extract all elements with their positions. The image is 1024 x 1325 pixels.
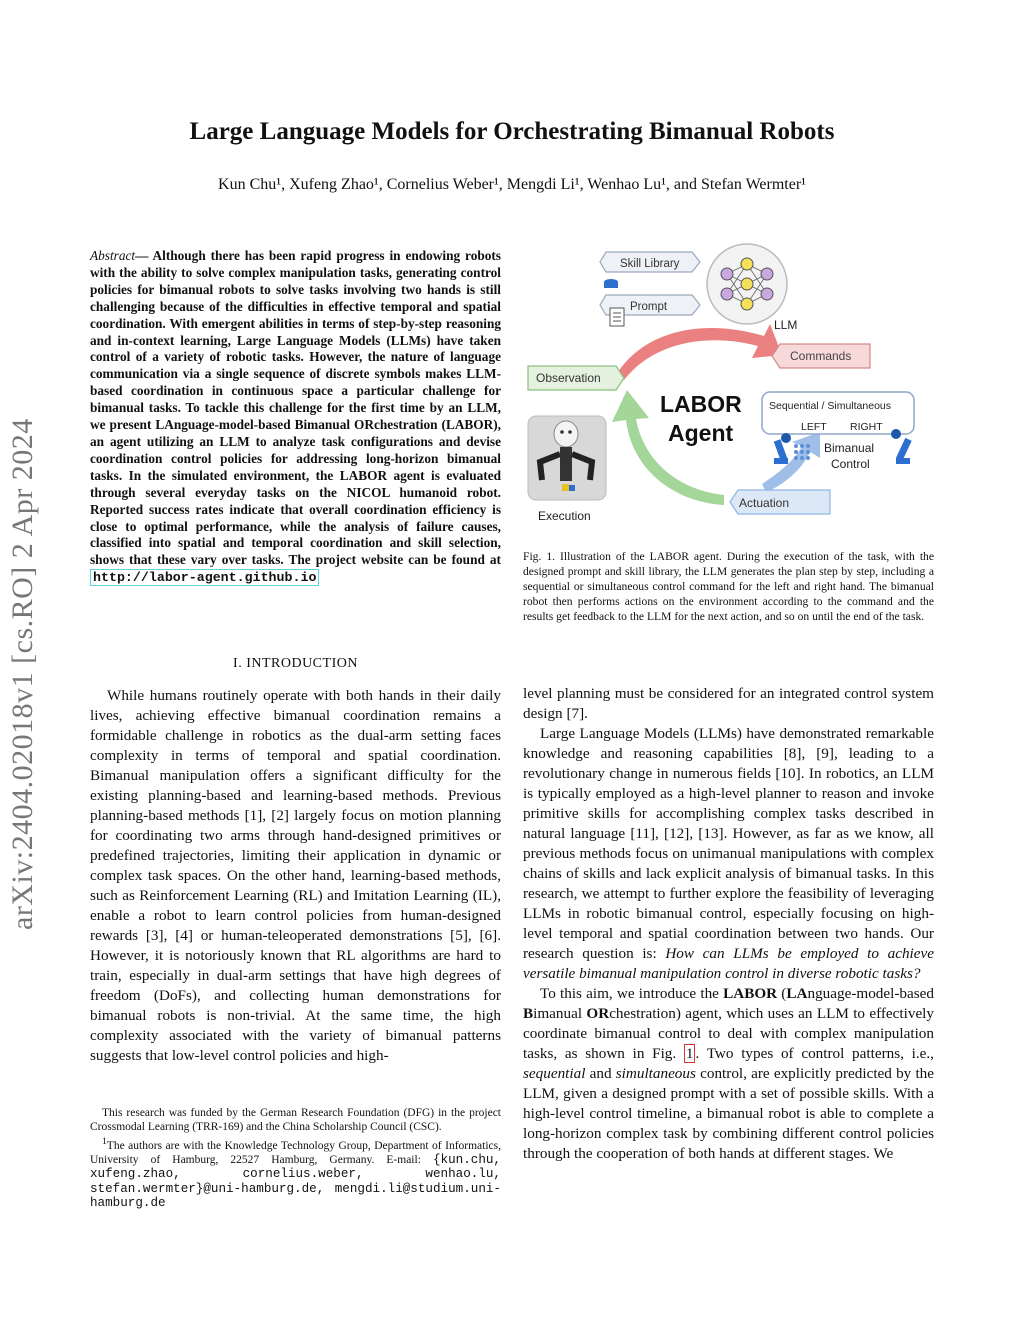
project-url-link[interactable]: http://labor-agent.github.io <box>90 569 319 586</box>
intro-paragraph-3: To this aim, we introduce the LABOR (LAnguage-model-based Bimanual ORchestration) agent, which uses an LLM to effectively coordinate bimanual control to deal with complex manipulation tasks, as shown in Fig. 1 . Two types of control patterns, i.e., sequential and simultaneous control, are explicitly predicted by the LLM, given a designed prompt with a set of possible skills. With a high-level control timeline, a bimanual robot is able to complete a long-horizon complex task by combining different control policies through the cooperation of both hands at different stages. We <box>523 985 935 1162</box>
right-label: RIGHT <box>850 421 883 433</box>
agent-title-line1: LABOR <box>660 391 742 417</box>
abstract-lead: Abstract <box>90 248 136 263</box>
red-arrow-icon <box>616 324 782 380</box>
observation-label: Observation <box>536 371 601 385</box>
author-emails: {kun.chu, xufeng.zhao, cornelius.weber, wenhao.lu, stefan.wermter}@uni-hamburg.de, mengdi.li@studium.uni-hamburg.de <box>90 1153 501 1211</box>
section-heading-introduction: I. INTRODUCTION <box>233 656 358 671</box>
abstract-text: — Although there has been rapid progress in endowing robots with the ability to solve complex manipulation tasks, generating control policies for bimanual robots to solve tasks involving two hands is still challenging because of the difficulties in effective temporal and spatial coordination. With emergent abilities in terms of step-by-step reasoning and in-context learning, Large Language Models (LLMs) have taken control of a variety of robotic tasks. However, the nature of language communication via a single sequence of discrete symbols makes LLM-based coordination in continuous space a particular challenge for bimanual tasks. To tackle this challenge for the first time by an LLM, we present LAnguage-model-based Bimanual ORchestration (LABOR), an agent utilizing an LLM to analyze task configurations and devise coordination control policies for addressing long-horizon bimanual tasks. In the simulated environment, the LABOR agent is evaluated through several everyday tasks on the NICOL humanoid robot. Reported success rates indicate that overall coordination efficiency is close to optimal performance, while the analysis of failure causes, classified into spatial and temporal coordination and skill selection, shows that these vary over tasks. The project website can be found at <box>90 248 501 568</box>
author-list: Kun Chu¹, Xufeng Zhao¹, Cornelius Weber¹, Mengdi Li¹, Wenhao Lu¹, and Stefan Wermter¹ <box>218 176 806 193</box>
commands-label: Commands <box>790 349 852 363</box>
prompt-label: Prompt <box>630 301 668 313</box>
figure-reference-link[interactable]: 1 <box>685 1045 694 1062</box>
dots-icon <box>794 444 810 460</box>
bimanual-label-line2: Control <box>831 457 870 471</box>
seq-sim-label: Sequential / Simultaneous <box>769 400 891 412</box>
control-box <box>762 392 914 434</box>
figure-caption: Fig. 1. Illustration of the LABOR agent. During the execution of the task, with the designed prompt and skill library, the LLM generates the plan step by step, including a sequential or simultaneous control command for the left and right hand. The bimanual robot then performs actions on the environment according to the command and the results get feedback to the LLM for the next action, and so on until the end of the task. <box>523 550 934 623</box>
execution-label: Execution <box>538 509 591 523</box>
left-label: LEFT <box>801 421 827 433</box>
footnotes <box>90 1106 501 1211</box>
agent-title-line2: Agent <box>668 420 734 446</box>
intro-paragraph-2: Large Language Models (LLMs) have demonstrated remarkable knowledge and reasoning capabilities [8], [9], leading to a revolutionary change in numerous fields [10]. In robotics, an LLM is typically employed as a high-level planner to reason and invoke primitive skills for accomplishing complex tasks described in natural language [11], [12], [13]. However, as far as we know, all previous methods focus on unimanual manipulations with complex chains of skills and lack explicit analysis of bimanual tasks. In this research, we attempt to further explore the feasibility of leveraging LLMs in robotic bimanual control, especially focusing on high-level temporal and spatial coordination between two hands. Our research question is: How can LLMs be employed to achieve versatile bimanual manipulation control in diverse robotic tasks? <box>523 725 934 982</box>
database-body-icon <box>604 282 618 288</box>
intro-left-column <box>90 686 501 1066</box>
intro-paragraph-1: While humans routinely operate with both hands in their daily lives, achieving effective bimanual coordination remains a formidable challenge in robotics as the dual-arm setting faces complexity in terms of temporal and spatial coordination. Bimanual manipulation offers a significant difficulty for the existing planning-based and learning-based methods. Previous planning-based methods [1], [2] largely focus on motion planning for coordinating two arms through hand-designed primitives or predefined trajectories, limiting their application in dynamic or complex task spaces. On the other hand, learning-based methods, such as Reinforcement Learning (RL) and Imitation Learning (IL), enable a robot to learn control policies from human-designed rewards [3], [4] or human-teleoperated demonstrations [5], [6]. However, it is notoriously known that RL algorithms are hard to train, especially in dual-arm settings that have high degrees of freedom (DoFs), and collecting human demonstrations for bimanual robots is non-trivial. At the same time, the high complexity associated with the variety of bimanual patterns suggests that low-level control policies and high- <box>90 687 501 1064</box>
skill-library-label: Skill Library <box>620 258 680 270</box>
intro-paragraph-continued: level planning must be considered for an integrated control system design [7]. <box>523 685 934 722</box>
research-question: How can LLMs be employed to achieve versatile bimanual manipulation control in diverse robotic tasks? <box>523 945 934 982</box>
paper-title: Large Language Models for Orchestrating Bimanual Robots <box>189 118 835 145</box>
arxiv-identifier: arXiv:2404.02018v1 [cs.RO] 2 Apr 2024 <box>6 418 39 930</box>
llm-label: LLM <box>774 318 798 332</box>
bimanual-label-line1: Bimanual <box>824 441 875 455</box>
blue-arrow-icon <box>762 432 820 492</box>
abstract <box>90 248 501 587</box>
affiliation-note: $^1$The authors are with the Knowledge Technology Group, Department of Informatics, University of Hamburg, 22527 Hamburg, Germany. E-mail: {kun.chu, xufeng.zhao, cornelius.weber, wenhao.lu, stefan.wermter}@uni-hamburg.de, mengdi.li@studium.uni-hamburg.de <box>90 1135 501 1211</box>
funding-note: This research was funded by the German Research Foundation (DFG) in the project Crossmodal Learning (TRR-169) and the China Scholarship Council (CSC). <box>90 1107 501 1134</box>
intro-right-column <box>523 684 934 1164</box>
left-robot-arm-icon <box>774 433 791 464</box>
labor-agent-diagram <box>524 240 934 530</box>
actuation-label: Actuation <box>739 496 790 510</box>
figure-1 <box>524 240 934 530</box>
